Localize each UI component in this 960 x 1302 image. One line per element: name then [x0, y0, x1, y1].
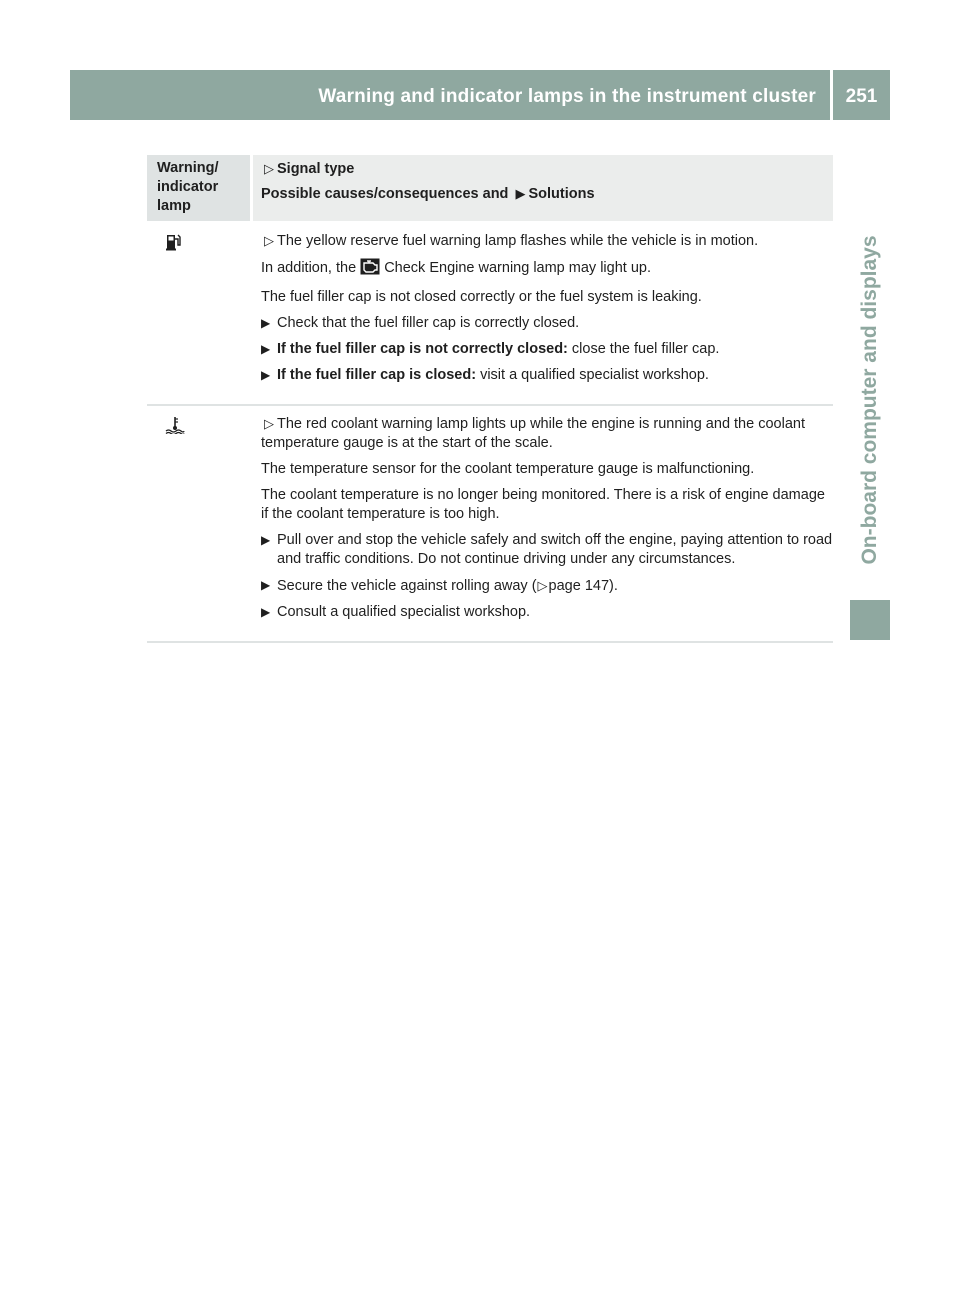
signal-triangle-icon: ▷: [264, 233, 274, 248]
addition-pre: In addition, the: [261, 260, 357, 276]
signal-triangle-icon: ▷: [264, 161, 274, 176]
action-arrow-icon: ▶: [261, 316, 271, 330]
signal-text: [261, 231, 833, 251]
header-lamp-line-2: indicator: [157, 179, 219, 195]
header-signal-column: [253, 155, 833, 221]
page-ref-triangle-icon: ▷: [537, 578, 548, 593]
condition-action: close the fuel filler cap.: [571, 341, 720, 357]
solution-step: [261, 576, 833, 596]
side-tab-marker: [850, 600, 890, 640]
action-arrow-icon: ▶: [515, 186, 526, 201]
solution-step: [261, 314, 833, 333]
page-number: 251: [845, 86, 878, 107]
action-arrow-icon: ▶: [261, 533, 271, 547]
table-row: [147, 406, 833, 643]
cause-text: The coolant temperature is no longer being monitored. There is a risk of engine damage if the coolant temperature is too high.: [261, 487, 825, 522]
addition-text: [261, 258, 833, 281]
fuel-pump-icon: [165, 233, 183, 257]
description-cell: [253, 231, 833, 392]
solution-text: Check that the fuel filler cap is correctly closed.: [277, 315, 580, 331]
condition-label: If the fuel filler cap is closed:: [277, 367, 477, 383]
check-engine-icon: [360, 258, 380, 281]
header-lamp-line-1: Warning/: [157, 160, 219, 176]
solution-text: Pull over and stop the vehicle safely and switch off the engine, paying attention to road and traffic conditions. Do not continue driving under any circumstances.: [277, 532, 833, 567]
causes-label: Possible causes/consequences and: [261, 186, 509, 202]
solution-text: Consult a qualified specialist workshop.: [277, 604, 531, 620]
header-lamp-line-3: lamp: [157, 198, 191, 214]
secure-text-end: ).: [609, 578, 618, 594]
action-arrow-icon: ▶: [261, 368, 271, 382]
header-causes-solutions: [261, 184, 833, 204]
signal-triangle-icon: ▷: [264, 416, 274, 431]
signal-description: The yellow reserve fuel warning lamp flashes while the vehicle is in motion.: [277, 233, 759, 249]
table-row: [147, 221, 833, 406]
header-bar: [70, 70, 830, 120]
header-signal-type: [261, 159, 833, 179]
coolant-temperature-icon: [165, 416, 185, 440]
addition-post: Check Engine warning lamp may light up.: [384, 260, 651, 276]
solution-text: [277, 340, 833, 359]
header-lamp-column: [147, 155, 250, 221]
cause-text: The fuel filler cap is not closed correctly or the fuel system is leaking.: [261, 289, 702, 305]
condition-label: If the fuel filler cap is not correctly closed:: [277, 341, 568, 357]
lamp-cell: [147, 414, 253, 629]
action-arrow-icon: ▶: [261, 605, 271, 619]
table-header: [147, 155, 833, 221]
action-arrow-icon: ▶: [261, 342, 271, 356]
page-reference-link[interactable]: page 147: [548, 578, 610, 594]
side-tab-label: On-board computer and displays: [858, 235, 881, 565]
signal-description: The red coolant warning lamp lights up while the engine is running and the coolant temperature gauge is at the start of the scale.: [261, 416, 805, 451]
solution-text: [277, 366, 833, 385]
action-arrow-icon: ▶: [261, 578, 271, 592]
lamp-cell: [147, 231, 253, 392]
side-tab: [850, 205, 890, 595]
solution-step: [261, 603, 833, 622]
solution-step: [261, 531, 833, 569]
signal-type-label: Signal type: [277, 161, 355, 177]
signal-text: [261, 414, 833, 453]
cause-text: The temperature sensor for the coolant temperature gauge is malfunctioning.: [261, 461, 755, 477]
warning-lamp-table: [147, 155, 833, 643]
solutions-label: Solutions: [528, 186, 595, 202]
page-number-box: [833, 70, 890, 120]
page-title: Warning and indicator lamps in the instrument cluster: [318, 86, 816, 107]
solution-step: [261, 340, 833, 359]
solution-text: [277, 576, 833, 596]
solution-step: [261, 366, 833, 385]
description-cell: [253, 414, 833, 629]
secure-text: Secure the vehicle against rolling away (: [277, 578, 537, 594]
condition-action: visit a qualified specialist workshop.: [480, 367, 709, 383]
